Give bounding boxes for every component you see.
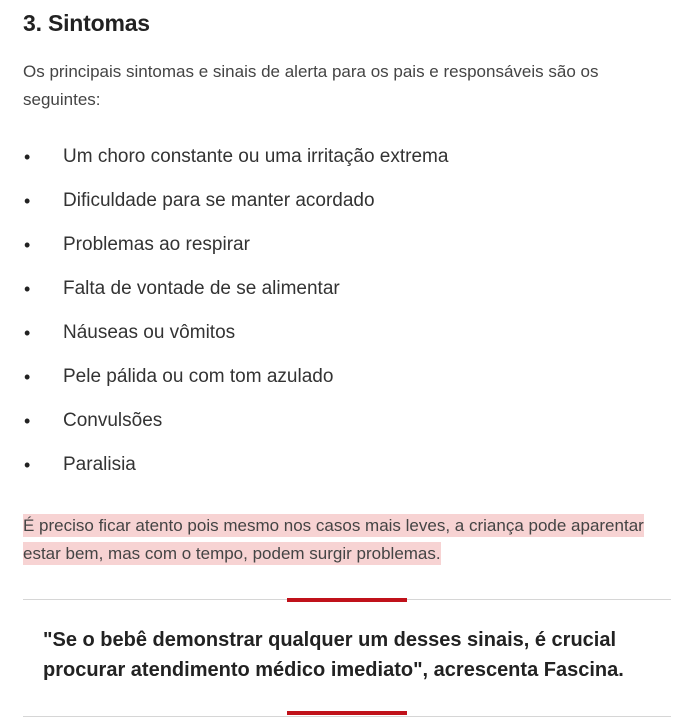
list-item-text: Falta de vontade de se alimentar	[63, 278, 340, 299]
list-item	[23, 405, 663, 449]
list-item-text: Problemas ao respirar	[63, 234, 250, 255]
bullet-icon: •	[24, 191, 31, 211]
symptom-list	[23, 141, 663, 493]
list-item	[23, 449, 663, 493]
list-item-text: Dificuldade para se manter acordado	[63, 190, 375, 211]
list-item-text: Convulsões	[63, 410, 163, 431]
list-item	[23, 317, 663, 361]
list-item-text: Paralisia	[63, 454, 136, 475]
highlighted-paragraph	[23, 512, 663, 568]
list-item	[23, 229, 663, 273]
list-item-text: Pele pálida ou com tom azulado	[63, 366, 334, 387]
list-item	[23, 141, 663, 185]
bullet-icon: •	[24, 323, 31, 343]
list-item-text: Um choro constante ou uma irritação extrema	[63, 146, 449, 167]
quote-accent-bar-top	[287, 598, 407, 602]
highlighted-text: É preciso ficar atento pois mesmo nos casos mais leves, a criança pode aparentar estar bem, mas com o tempo, podem surgir problemas.	[23, 516, 644, 563]
pull-quote: "Se o bebê demonstrar qualquer um desses sinais, é crucial procurar atendimento médico imediato", acrescenta Fascina.	[43, 629, 624, 681]
bullet-icon: •	[24, 147, 31, 167]
quote-accent-bar-bottom	[287, 711, 407, 715]
intro-paragraph: Os principais sintomas e sinais de alerta para os pais e responsáveis são os seguintes:	[23, 62, 599, 109]
list-item	[23, 273, 663, 317]
bullet-icon: •	[24, 455, 31, 475]
quote-divider-bottom	[23, 716, 671, 717]
bullet-icon: •	[24, 279, 31, 299]
bullet-icon: •	[24, 411, 31, 431]
list-item	[23, 361, 663, 405]
bullet-icon: •	[24, 235, 31, 255]
bullet-icon: •	[24, 367, 31, 387]
list-item	[23, 185, 663, 229]
list-item-text: Náuseas ou vômitos	[63, 322, 236, 343]
section-heading: 3. Sintomas	[23, 10, 150, 36]
